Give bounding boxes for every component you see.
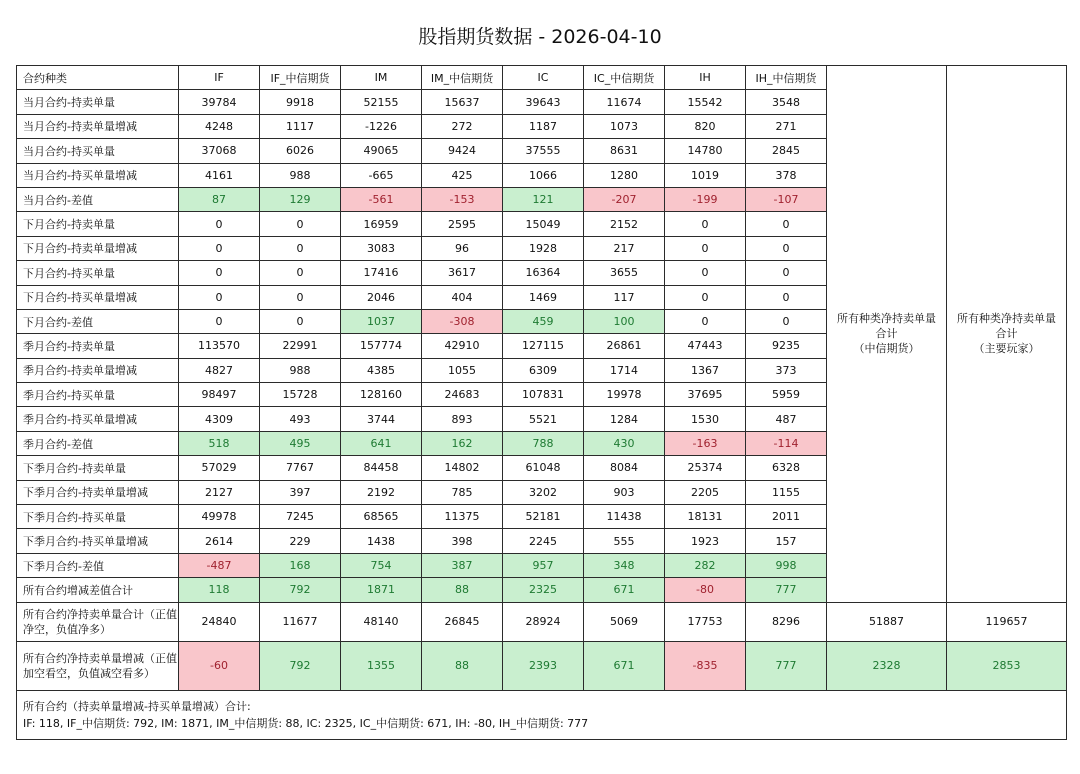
value-cell: 988: [260, 358, 341, 382]
row-label: 下季月合约-持卖单量: [17, 456, 179, 480]
value-cell: 119657: [947, 602, 1067, 641]
value-cell: 19978: [584, 383, 665, 407]
value-cell: 348: [584, 553, 665, 577]
value-cell: 37068: [179, 139, 260, 163]
value-cell: 495: [260, 431, 341, 455]
value-cell: 129: [260, 187, 341, 211]
value-cell: 1037: [341, 309, 422, 333]
value-cell: 0: [665, 212, 746, 236]
value-cell: 16959: [341, 212, 422, 236]
value-cell: 52181: [503, 505, 584, 529]
row-label: 下月合约-持卖单量: [17, 212, 179, 236]
value-cell: 398: [422, 529, 503, 553]
value-cell: 754: [341, 553, 422, 577]
row-label: 下季月合约-持买单量: [17, 505, 179, 529]
net-total-row: [17, 602, 1067, 641]
value-cell: 57029: [179, 456, 260, 480]
value-cell: 0: [746, 236, 827, 260]
row-label: 季月合约-持买单量增减: [17, 407, 179, 431]
value-cell: 7245: [260, 505, 341, 529]
merged-cell-players: [947, 66, 1067, 603]
value-cell: 2614: [179, 529, 260, 553]
value-cell: 168: [260, 553, 341, 577]
value-cell: 988: [260, 163, 341, 187]
header-cell: 合约种类: [17, 66, 179, 90]
value-cell: 671: [584, 641, 665, 690]
value-cell: 1055: [422, 358, 503, 382]
value-cell: 1871: [341, 578, 422, 602]
value-cell: 4248: [179, 114, 260, 138]
value-cell: 1155: [746, 480, 827, 504]
value-cell: 7767: [260, 456, 341, 480]
value-cell: 24840: [179, 602, 260, 641]
value-cell: 0: [746, 309, 827, 333]
row-label: 下月合约-持买单量: [17, 261, 179, 285]
value-cell: 3617: [422, 261, 503, 285]
value-cell: 28924: [503, 602, 584, 641]
value-cell: 162: [422, 431, 503, 455]
value-cell: 0: [179, 236, 260, 260]
value-cell: 26845: [422, 602, 503, 641]
value-cell: 3744: [341, 407, 422, 431]
value-cell: 17416: [341, 261, 422, 285]
value-cell: 68565: [341, 505, 422, 529]
value-cell: 2325: [503, 578, 584, 602]
value-cell: 2011: [746, 505, 827, 529]
value-cell: 1469: [503, 285, 584, 309]
value-cell: 84458: [341, 456, 422, 480]
value-cell: 487: [746, 407, 827, 431]
value-cell: -561: [341, 187, 422, 211]
value-cell: 127115: [503, 334, 584, 358]
value-cell: 1187: [503, 114, 584, 138]
value-cell: 51887: [827, 602, 947, 641]
footer-line: 所有合约（持卖单量增减-持买单量增减）合计:: [23, 699, 251, 713]
value-cell: 0: [665, 309, 746, 333]
header-cell: IM_中信期货: [422, 66, 503, 90]
row-label: 下月合约-差值: [17, 309, 179, 333]
value-cell: 387: [422, 553, 503, 577]
value-cell: 0: [260, 309, 341, 333]
value-cell: 6328: [746, 456, 827, 480]
value-cell: 1355: [341, 641, 422, 690]
value-cell: 1367: [665, 358, 746, 382]
value-cell: 157774: [341, 334, 422, 358]
value-cell: 0: [260, 261, 341, 285]
value-cell: 2393: [503, 641, 584, 690]
value-cell: 26861: [584, 334, 665, 358]
value-cell: 48140: [341, 602, 422, 641]
value-cell: 459: [503, 309, 584, 333]
value-cell: 0: [746, 261, 827, 285]
value-cell: 3202: [503, 480, 584, 504]
value-cell: 52155: [341, 90, 422, 114]
value-cell: 820: [665, 114, 746, 138]
value-cell: 14780: [665, 139, 746, 163]
value-cell: 4827: [179, 358, 260, 382]
value-cell: 0: [746, 212, 827, 236]
value-cell: 1928: [503, 236, 584, 260]
value-cell: 2127: [179, 480, 260, 504]
value-cell: -60: [179, 641, 260, 690]
row-label: 所有合约增减差值合计: [17, 578, 179, 602]
value-cell: 9424: [422, 139, 503, 163]
value-cell: 2192: [341, 480, 422, 504]
merged-line: 合计: [875, 327, 898, 341]
value-cell: 0: [179, 285, 260, 309]
value-cell: 271: [746, 114, 827, 138]
row-label: 季月合约-持买单量: [17, 383, 179, 407]
value-cell: 6309: [503, 358, 584, 382]
row-label: 当月合约-持买单量: [17, 139, 179, 163]
value-cell: 3655: [584, 261, 665, 285]
value-cell: 282: [665, 553, 746, 577]
row-label: 季月合约-持卖单量增减: [17, 358, 179, 382]
value-cell: 957: [503, 553, 584, 577]
value-cell: 15728: [260, 383, 341, 407]
value-cell: 16364: [503, 261, 584, 285]
value-cell: 893: [422, 407, 503, 431]
value-cell: 272: [422, 114, 503, 138]
value-cell: 4161: [179, 163, 260, 187]
value-cell: 8296: [746, 602, 827, 641]
value-cell: 98497: [179, 383, 260, 407]
value-cell: 1019: [665, 163, 746, 187]
value-cell: -665: [341, 163, 422, 187]
value-cell: 1714: [584, 358, 665, 382]
value-cell: 118: [179, 578, 260, 602]
merged-line: （主要玩家）: [973, 342, 1040, 356]
value-cell: -835: [665, 641, 746, 690]
value-cell: 11674: [584, 90, 665, 114]
value-cell: 96: [422, 236, 503, 260]
value-cell: 0: [260, 285, 341, 309]
value-cell: -308: [422, 309, 503, 333]
value-cell: 24683: [422, 383, 503, 407]
row-label: 季月合约-持卖单量: [17, 334, 179, 358]
value-cell: 425: [422, 163, 503, 187]
value-cell: 2152: [584, 212, 665, 236]
header-row: [17, 66, 1067, 90]
value-cell: 903: [584, 480, 665, 504]
value-cell: 397: [260, 480, 341, 504]
value-cell: 11375: [422, 505, 503, 529]
header-cell: IH_中信期货: [746, 66, 827, 90]
value-cell: 9235: [746, 334, 827, 358]
value-cell: 2205: [665, 480, 746, 504]
value-cell: 15049: [503, 212, 584, 236]
value-cell: 49065: [341, 139, 422, 163]
value-cell: 17753: [665, 602, 746, 641]
value-cell: 777: [746, 641, 827, 690]
value-cell: 0: [260, 236, 341, 260]
table-body: [17, 66, 1067, 740]
value-cell: 37695: [665, 383, 746, 407]
value-cell: 518: [179, 431, 260, 455]
value-cell: 2845: [746, 139, 827, 163]
value-cell: 641: [341, 431, 422, 455]
value-cell: 0: [665, 285, 746, 309]
row-label: 下季月合约-持买单量增减: [17, 529, 179, 553]
value-cell: 0: [746, 285, 827, 309]
value-cell: 2595: [422, 212, 503, 236]
value-cell: 39784: [179, 90, 260, 114]
header-cell: IC: [503, 66, 584, 90]
value-cell: 22991: [260, 334, 341, 358]
row-label: 季月合约-差值: [17, 431, 179, 455]
header-cell: IC_中信期货: [584, 66, 665, 90]
value-cell: 8631: [584, 139, 665, 163]
header-cell: IH: [665, 66, 746, 90]
row-label: 当月合约-持买单量增减: [17, 163, 179, 187]
value-cell: 0: [179, 212, 260, 236]
value-cell: 88: [422, 641, 503, 690]
value-cell: 3083: [341, 236, 422, 260]
value-cell: 0: [179, 261, 260, 285]
header-cell: IF: [179, 66, 260, 90]
value-cell: 2245: [503, 529, 584, 553]
header-cell: IF_中信期货: [260, 66, 341, 90]
footer-cell: [17, 690, 1067, 739]
value-cell: 88: [422, 578, 503, 602]
row-label: 下季月合约-持卖单量增减: [17, 480, 179, 504]
row-label: 所有合约净持卖单量合计（正值净空，负值净多）: [17, 602, 179, 641]
value-cell: 117: [584, 285, 665, 309]
row-label: 下月合约-持卖单量增减: [17, 236, 179, 260]
value-cell: -114: [746, 431, 827, 455]
footer-line: IF: 118, IF_中信期货: 792, IM: 1871, IM_中信期货: 88, IC: 2325, IC_中信期货: 671, IH: -80, IH_中信期货: 777: [23, 716, 589, 730]
value-cell: -1226: [341, 114, 422, 138]
value-cell: 128160: [341, 383, 422, 407]
futures-data-table: [16, 65, 1067, 740]
value-cell: 777: [746, 578, 827, 602]
value-cell: 378: [746, 163, 827, 187]
value-cell: 1073: [584, 114, 665, 138]
net-change-row: [17, 641, 1067, 690]
row-label: 下季月合约-差值: [17, 553, 179, 577]
value-cell: 0: [665, 261, 746, 285]
value-cell: 671: [584, 578, 665, 602]
row-label: 当月合约-持卖单量增减: [17, 114, 179, 138]
value-cell: 788: [503, 431, 584, 455]
value-cell: 792: [260, 641, 341, 690]
value-cell: 998: [746, 553, 827, 577]
value-cell: 14802: [422, 456, 503, 480]
value-cell: -199: [665, 187, 746, 211]
value-cell: 1923: [665, 529, 746, 553]
value-cell: 3548: [746, 90, 827, 114]
value-cell: 11677: [260, 602, 341, 641]
value-cell: 0: [665, 236, 746, 260]
value-cell: -80: [665, 578, 746, 602]
row-label: 当月合约-持卖单量: [17, 90, 179, 114]
value-cell: 5521: [503, 407, 584, 431]
value-cell: 785: [422, 480, 503, 504]
value-cell: 87: [179, 187, 260, 211]
merged-line: 所有种类净持卖单量: [837, 312, 936, 326]
value-cell: 2046: [341, 285, 422, 309]
header-cell: IM: [341, 66, 422, 90]
value-cell: 2328: [827, 641, 947, 690]
value-cell: 1066: [503, 163, 584, 187]
value-cell: 1280: [584, 163, 665, 187]
value-cell: 18131: [665, 505, 746, 529]
row-label: 所有合约净持卖单量增减（正值加空看空，负值减空看多）: [17, 641, 179, 690]
merged-line: 合计: [995, 327, 1018, 341]
row-label: 下月合约-持买单量增减: [17, 285, 179, 309]
merged-line: （中信期货）: [853, 342, 920, 356]
value-cell: 15542: [665, 90, 746, 114]
page-title: 股指期货数据 - 2026-04-10: [418, 26, 662, 48]
value-cell: 47443: [665, 334, 746, 358]
merged-cell-citic: [827, 66, 947, 603]
value-cell: 6026: [260, 139, 341, 163]
value-cell: 217: [584, 236, 665, 260]
value-cell: 1284: [584, 407, 665, 431]
value-cell: 100: [584, 309, 665, 333]
value-cell: 25374: [665, 456, 746, 480]
footer-row: [17, 690, 1067, 739]
value-cell: 2853: [947, 641, 1067, 690]
value-cell: 37555: [503, 139, 584, 163]
value-cell: 15637: [422, 90, 503, 114]
value-cell: 61048: [503, 456, 584, 480]
value-cell: -487: [179, 553, 260, 577]
value-cell: 792: [260, 578, 341, 602]
value-cell: 555: [584, 529, 665, 553]
value-cell: -207: [584, 187, 665, 211]
value-cell: 9918: [260, 90, 341, 114]
value-cell: 113570: [179, 334, 260, 358]
value-cell: 121: [503, 187, 584, 211]
value-cell: -153: [422, 187, 503, 211]
value-cell: 229: [260, 529, 341, 553]
value-cell: 49978: [179, 505, 260, 529]
value-cell: 39643: [503, 90, 584, 114]
value-cell: 1530: [665, 407, 746, 431]
value-cell: 4309: [179, 407, 260, 431]
value-cell: 107831: [503, 383, 584, 407]
merged-line: 所有种类净持卖单量: [957, 312, 1056, 326]
value-cell: 373: [746, 358, 827, 382]
value-cell: 157: [746, 529, 827, 553]
value-cell: 0: [260, 212, 341, 236]
value-cell: 42910: [422, 334, 503, 358]
value-cell: 5959: [746, 383, 827, 407]
value-cell: 5069: [584, 602, 665, 641]
value-cell: 430: [584, 431, 665, 455]
value-cell: -163: [665, 431, 746, 455]
row-label: 当月合约-差值: [17, 187, 179, 211]
value-cell: 4385: [341, 358, 422, 382]
value-cell: 8084: [584, 456, 665, 480]
value-cell: 0: [179, 309, 260, 333]
value-cell: 404: [422, 285, 503, 309]
value-cell: 1117: [260, 114, 341, 138]
value-cell: -107: [746, 187, 827, 211]
value-cell: 493: [260, 407, 341, 431]
value-cell: 1438: [341, 529, 422, 553]
value-cell: 11438: [584, 505, 665, 529]
